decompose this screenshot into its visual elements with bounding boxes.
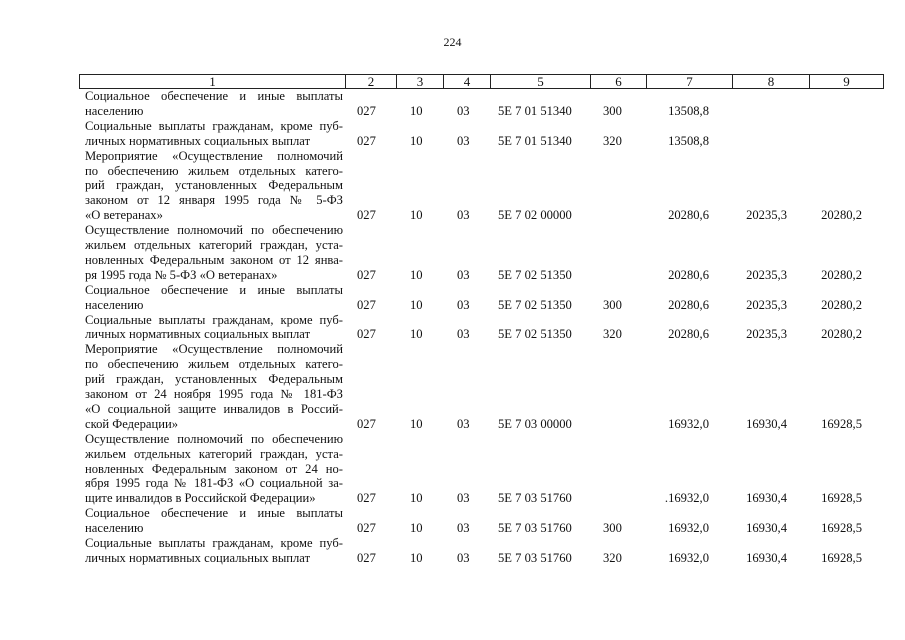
description-line: новленных Федеральным законом от 24 но- bbox=[85, 461, 343, 476]
section-code: 10 bbox=[410, 267, 423, 282]
subsection-code: 03 bbox=[457, 267, 470, 282]
amount-col-8: 16930,4 bbox=[746, 416, 787, 431]
section-code: 10 bbox=[410, 550, 423, 565]
target-article-code: 5Е 7 03 51760 bbox=[498, 491, 572, 506]
administrator-code: 027 bbox=[357, 133, 376, 148]
target-article-code: 5Е 7 03 00000 bbox=[498, 416, 572, 431]
amount-col-7: 16932,0 bbox=[668, 550, 709, 565]
amount-col-9: 16928,5 bbox=[821, 491, 862, 506]
column-header-4: 4 bbox=[444, 75, 491, 89]
amount-col-7: 13508,8 bbox=[668, 103, 709, 118]
subsection-code: 03 bbox=[457, 416, 470, 431]
description-line: жильем отдельных категорий граждан, уста- bbox=[85, 446, 343, 461]
amount-col-9: 20280,2 bbox=[821, 297, 862, 312]
target-article-code: 5Е 7 01 51340 bbox=[498, 133, 572, 148]
column-header-5: 5 bbox=[491, 75, 591, 89]
amount-col-9: 16928,5 bbox=[821, 521, 862, 536]
description-line: Мероприятие «Осуществление полномочий bbox=[85, 148, 343, 163]
expense-type-code: 300 bbox=[603, 297, 622, 312]
subsection-code: 03 bbox=[457, 521, 470, 536]
column-header-9: 9 bbox=[810, 75, 884, 89]
amount-col-7: 16932,0 bbox=[668, 521, 709, 536]
description-line: законом от 12 января 1995 года № 5-ФЗ bbox=[85, 193, 343, 208]
target-article-code: 5Е 7 02 00000 bbox=[498, 208, 572, 223]
description-line: рий граждан, установленных Федеральным bbox=[85, 372, 343, 387]
expense-type-code: 300 bbox=[603, 521, 622, 536]
description-line: Социальное обеспечение и иные выплаты bbox=[85, 506, 343, 521]
amount-col-9: 20280,2 bbox=[821, 267, 862, 282]
description-line: ской Федерации» bbox=[85, 416, 179, 431]
row-description bbox=[85, 149, 343, 224]
row-description bbox=[85, 536, 343, 566]
target-article-code: 5Е 7 01 51340 bbox=[498, 103, 572, 118]
amount-col-7: 20280,6 bbox=[668, 267, 709, 282]
description-line: населению bbox=[85, 103, 144, 118]
amount-col-8: 20235,3 bbox=[746, 267, 787, 282]
row-description bbox=[85, 313, 343, 343]
section-code: 10 bbox=[410, 208, 423, 223]
table-row bbox=[0, 283, 905, 313]
description-line: «О социальной защите инвалидов в Россий- bbox=[85, 401, 343, 416]
section-code: 10 bbox=[410, 133, 423, 148]
row-description bbox=[85, 119, 343, 149]
subsection-code: 03 bbox=[457, 327, 470, 342]
subsection-code: 03 bbox=[457, 103, 470, 118]
subsection-code: 03 bbox=[457, 550, 470, 565]
description-line: населению bbox=[85, 297, 144, 312]
subsection-code: 03 bbox=[457, 208, 470, 223]
description-line: щите инвалидов в Российской Федерации» bbox=[85, 491, 316, 506]
amount-col-7: 20280,6 bbox=[668, 208, 709, 223]
amount-col-8: 16930,4 bbox=[746, 521, 787, 536]
target-article-code: 5Е 7 03 51760 bbox=[498, 521, 572, 536]
description-line: Социальное обеспечение и иные выплаты bbox=[85, 89, 343, 103]
administrator-code: 027 bbox=[357, 491, 376, 506]
expense-type-code: 320 bbox=[603, 550, 622, 565]
row-description bbox=[85, 89, 343, 119]
description-line: Социальные выплаты гражданам, кроме пуб- bbox=[85, 312, 343, 327]
description-line: Мероприятие «Осуществление полномочий bbox=[85, 342, 343, 357]
section-code: 10 bbox=[410, 416, 423, 431]
target-article-code: 5Е 7 03 51760 bbox=[498, 550, 572, 565]
amount-col-9: 20280,2 bbox=[821, 327, 862, 342]
description-line: личных нормативных социальных выплат bbox=[85, 133, 311, 148]
administrator-code: 027 bbox=[357, 327, 376, 342]
column-header-row bbox=[80, 75, 884, 89]
amount-col-7: 16932,0 bbox=[668, 416, 709, 431]
amount-col-7: .16932,0 bbox=[664, 491, 709, 506]
subsection-code: 03 bbox=[457, 133, 470, 148]
section-code: 10 bbox=[410, 103, 423, 118]
amount-col-9: 16928,5 bbox=[821, 416, 862, 431]
table-row bbox=[0, 119, 905, 149]
administrator-code: 027 bbox=[357, 103, 376, 118]
row-description bbox=[85, 342, 343, 431]
section-code: 10 bbox=[410, 491, 423, 506]
amount-col-7: 20280,6 bbox=[668, 297, 709, 312]
description-line: Социальные выплаты гражданам, кроме пуб- bbox=[85, 536, 343, 550]
column-header-3: 3 bbox=[397, 75, 444, 89]
description-line: рий граждан, установленных Федеральным bbox=[85, 178, 343, 193]
row-description bbox=[85, 506, 343, 536]
table-row bbox=[0, 223, 905, 283]
description-line: Осуществление полномочий по обеспечению bbox=[85, 223, 343, 238]
description-line: личных нормативных социальных выплат bbox=[85, 327, 311, 342]
description-line: по обеспечению жильем отдельных катего- bbox=[85, 163, 343, 178]
amount-col-8: 16930,4 bbox=[746, 550, 787, 565]
administrator-code: 027 bbox=[357, 267, 376, 282]
description-line: личных нормативных социальных выплат bbox=[85, 550, 311, 565]
administrator-code: 027 bbox=[357, 521, 376, 536]
target-article-code: 5Е 7 02 51350 bbox=[498, 327, 572, 342]
amount-col-8: 20235,3 bbox=[746, 297, 787, 312]
column-header-6: 6 bbox=[591, 75, 647, 89]
table-row bbox=[0, 149, 905, 224]
subsection-code: 03 bbox=[457, 491, 470, 506]
administrator-code: 027 bbox=[357, 208, 376, 223]
table-row bbox=[0, 342, 905, 431]
table-row bbox=[0, 313, 905, 343]
column-header-8: 8 bbox=[733, 75, 810, 89]
administrator-code: 027 bbox=[357, 297, 376, 312]
description-line: Осуществление полномочий по обеспечению bbox=[85, 431, 343, 446]
description-line: новленных Федеральным законом от 12 янва- bbox=[85, 252, 343, 267]
amount-col-8: 20235,3 bbox=[746, 327, 787, 342]
amount-col-9: 16928,5 bbox=[821, 550, 862, 565]
description-line: ября 1995 года № 181-ФЗ «О социальной за- bbox=[85, 476, 343, 491]
table-row bbox=[0, 432, 905, 507]
amount-col-7: 20280,6 bbox=[668, 327, 709, 342]
administrator-code: 027 bbox=[357, 416, 376, 431]
description-line: Социальные выплаты гражданам, кроме пуб- bbox=[85, 118, 343, 133]
administrator-code: 027 bbox=[357, 550, 376, 565]
column-header-2: 2 bbox=[346, 75, 397, 89]
row-description bbox=[85, 283, 343, 313]
row-description bbox=[85, 432, 343, 507]
amount-col-9: 20280,2 bbox=[821, 208, 862, 223]
column-header-1: 1 bbox=[80, 75, 346, 89]
table-row bbox=[0, 506, 905, 536]
column-header-table bbox=[79, 74, 884, 89]
expense-type-code: 300 bbox=[603, 103, 622, 118]
target-article-code: 5Е 7 02 51350 bbox=[498, 297, 572, 312]
description-line: жильем отдельных категорий граждан, уста- bbox=[85, 238, 343, 252]
expense-type-code: 320 bbox=[603, 327, 622, 342]
table-row bbox=[0, 536, 905, 566]
page-number: 224 bbox=[443, 35, 462, 49]
section-code: 10 bbox=[410, 297, 423, 312]
expense-type-code: 320 bbox=[603, 133, 622, 148]
amount-col-8: 20235,3 bbox=[746, 208, 787, 223]
description-line: законом от 24 ноября 1995 года № 181-ФЗ bbox=[85, 387, 343, 402]
row-description bbox=[85, 223, 343, 283]
column-header-7: 7 bbox=[647, 75, 733, 89]
description-line: населению bbox=[85, 521, 144, 536]
description-line: Социальное обеспечение и иные выплаты bbox=[85, 282, 343, 297]
description-line: по обеспечению жильем отдельных катего- bbox=[85, 357, 343, 372]
target-article-code: 5Е 7 02 51350 bbox=[498, 267, 572, 282]
section-code: 10 bbox=[410, 521, 423, 536]
description-line: ря 1995 года № 5-ФЗ «О ветеранах» bbox=[85, 267, 278, 282]
amount-col-7: 13508,8 bbox=[668, 133, 709, 148]
section-code: 10 bbox=[410, 327, 423, 342]
amount-col-8: 16930,4 bbox=[746, 491, 787, 506]
table-row bbox=[0, 89, 905, 119]
description-line: «О ветеранах» bbox=[85, 208, 163, 223]
subsection-code: 03 bbox=[457, 297, 470, 312]
